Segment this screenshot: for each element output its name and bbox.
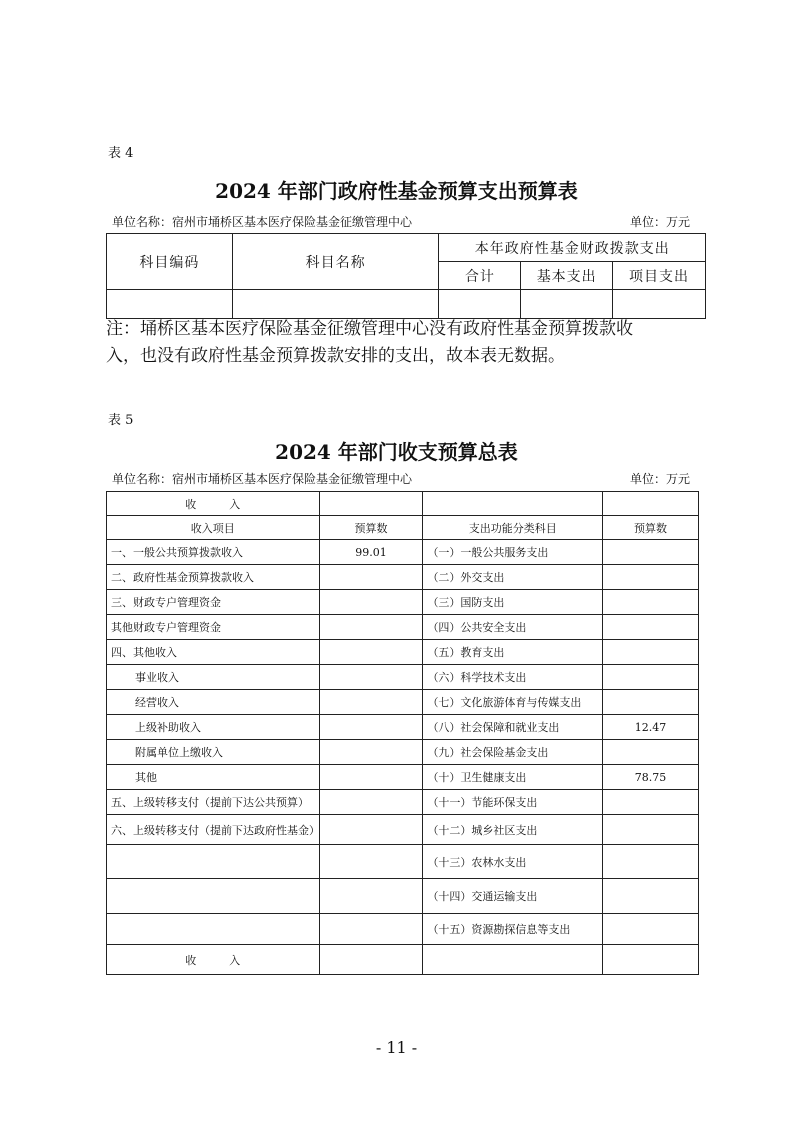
table5-unit: 单位：万元 — [630, 472, 691, 486]
income-value — [319, 715, 423, 740]
table5-unit-name: 单位名称：宿州市埇桥区基本医疗保险基金征缴管理中心 — [112, 472, 413, 486]
income-value — [319, 790, 423, 815]
income-value: 99.01 — [319, 540, 423, 565]
expense-value — [603, 740, 699, 765]
income-item: 上级补助收入 — [107, 715, 320, 740]
income-item: 五、上级转移支付（提前下达公共预算） — [107, 790, 320, 815]
expense-item: （六）科学技术支出 — [423, 665, 603, 690]
header-subject-code: 科目编码 — [107, 234, 233, 290]
income-value — [319, 765, 423, 790]
income-item: 其他财政专户管理资金 — [107, 615, 320, 640]
income-item: 三、财政专户管理资金 — [107, 590, 320, 615]
income-item: 经营收入 — [107, 690, 320, 715]
expense-value: 12.47 — [603, 715, 699, 740]
income-item — [107, 845, 320, 879]
table5-title: 2024 年部门收支预算总表 — [275, 440, 518, 464]
income-value — [319, 815, 423, 845]
col-income-budget: 预算数 — [319, 516, 423, 540]
income-value — [319, 740, 423, 765]
income-item — [107, 914, 320, 945]
expense-value — [603, 665, 699, 690]
table4-unit-name: 单位名称：宿州市埇桥区基本医疗保险基金征缴管理中心 — [112, 215, 413, 229]
income-item: 一、一般公共预算拨款收入 — [107, 540, 320, 565]
expense-value — [603, 845, 699, 879]
expense-item: （九）社会保险基金支出 — [423, 740, 603, 765]
expense-item: （一）一般公共服务支出 — [423, 540, 603, 565]
table4-label: 表 4 — [108, 146, 134, 161]
table-row — [107, 690, 699, 715]
col-expense-budget: 预算数 — [603, 516, 699, 540]
expense-item: （十三）农林水支出 — [423, 845, 603, 879]
income-value — [319, 879, 423, 914]
page-number: - 11 - — [375, 1038, 418, 1057]
header-subject-name: 科目名称 — [232, 234, 439, 290]
income-value — [319, 690, 423, 715]
expense-item: （七）文化旅游体育与传媒支出 — [423, 690, 603, 715]
income-item: 六、上级转移支付（提前下达政府性基金） — [107, 815, 320, 845]
income-value — [319, 615, 423, 640]
income-value — [319, 640, 423, 665]
table-row — [107, 540, 699, 565]
header-project: 项目支出 — [613, 262, 706, 290]
table-row — [107, 640, 699, 665]
footer-income: 收 入 — [107, 945, 320, 975]
table-row — [107, 590, 699, 615]
table5-label: 表 5 — [108, 413, 134, 428]
table-row — [107, 845, 699, 879]
expense-item: （三）国防支出 — [423, 590, 603, 615]
income-value — [319, 565, 423, 590]
income-item: 其他 — [107, 765, 320, 790]
expense-value — [603, 640, 699, 665]
expense-item: （十五）资源勘探信息等支出 — [423, 914, 603, 945]
expense-item: （十四）交通运输支出 — [423, 879, 603, 914]
table-row — [107, 945, 699, 975]
table-row — [107, 740, 699, 765]
header-fund-group: 本年政府性基金财政拨款支出 — [439, 234, 706, 262]
table4 — [106, 233, 706, 319]
expense-value — [603, 790, 699, 815]
expense-value — [603, 815, 699, 845]
table-row — [107, 815, 699, 845]
income-item: 附属单位上缴收入 — [107, 740, 320, 765]
expense-item: （十）卫生健康支出 — [423, 765, 603, 790]
table4-note-line2: 入，也没有政府性基金预算拨款安排的支出，故本表无数据。 — [106, 346, 565, 366]
expense-item: （十一）节能环保支出 — [423, 790, 603, 815]
income-value — [319, 845, 423, 879]
table-row — [107, 715, 699, 740]
expense-value — [603, 540, 699, 565]
income-value — [319, 914, 423, 945]
expense-item: （四）公共安全支出 — [423, 615, 603, 640]
income-item: 事业收入 — [107, 665, 320, 690]
expense-value — [603, 615, 699, 640]
table4-note-line1: 注：埇桥区基本医疗保险基金征缴管理中心没有政府性基金预算拨款收 — [106, 319, 633, 339]
table-row — [107, 879, 699, 914]
income-item — [107, 879, 320, 914]
expense-value — [603, 879, 699, 914]
header-income: 收 入 — [107, 492, 320, 516]
income-value — [319, 665, 423, 690]
expense-item: （十二）城乡社区支出 — [423, 815, 603, 845]
table5 — [106, 491, 699, 975]
table4-unit: 单位：万元 — [630, 215, 691, 229]
expense-value — [603, 690, 699, 715]
expense-value — [603, 590, 699, 615]
expense-value — [603, 565, 699, 590]
income-item: 四、其他收入 — [107, 640, 320, 665]
header-basic: 基本支出 — [521, 262, 613, 290]
table-row — [107, 765, 699, 790]
income-value — [319, 590, 423, 615]
header-total: 合计 — [439, 262, 521, 290]
income-item: 二、政府性基金预算拨款收入 — [107, 565, 320, 590]
table-row — [107, 790, 699, 815]
col-income-item: 收入项目 — [107, 516, 320, 540]
expense-value — [603, 914, 699, 945]
expense-value: 78.75 — [603, 765, 699, 790]
expense-item: （二）外交支出 — [423, 565, 603, 590]
expense-item: （五）教育支出 — [423, 640, 603, 665]
col-expense-item: 支出功能分类科目 — [423, 516, 603, 540]
table-row — [107, 565, 699, 590]
table4-title: 2024 年部门政府性基金预算支出预算表 — [215, 179, 578, 203]
table-row — [107, 665, 699, 690]
table-row — [107, 615, 699, 640]
table-row — [107, 290, 706, 319]
table-row — [107, 914, 699, 945]
expense-item: （八）社会保障和就业支出 — [423, 715, 603, 740]
